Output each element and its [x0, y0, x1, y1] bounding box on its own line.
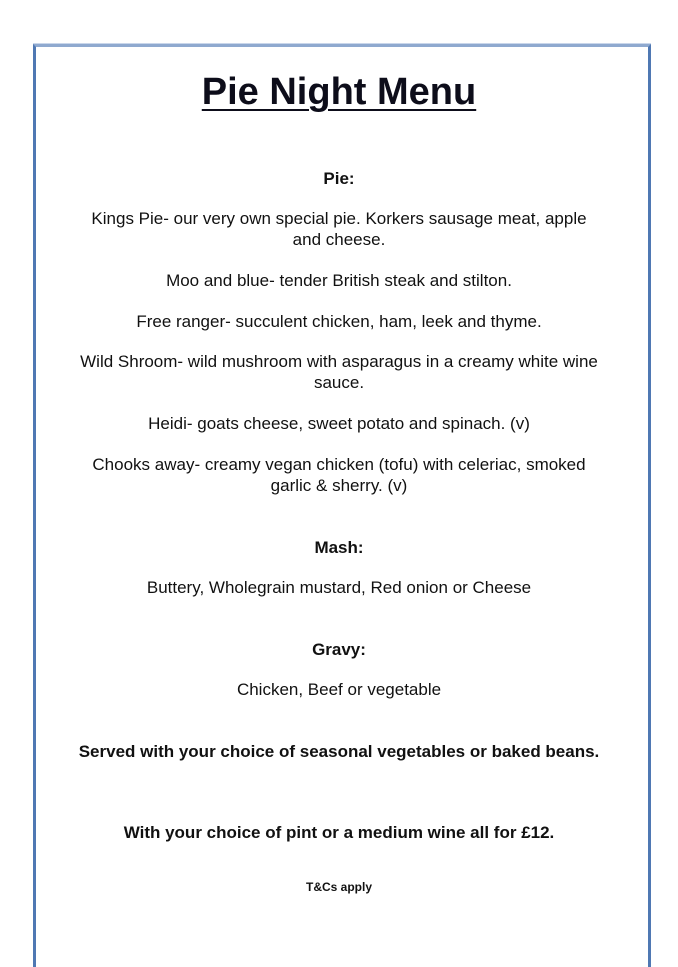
- page-title: Pie Night Menu: [201, 71, 477, 113]
- pie-item-moo-and-blue: Moo and blue- tender British steak and stilton.: [166, 271, 512, 290]
- pie-item-kings-pie: Kings Pie- our very own special pie. Korkers sausage meat, apple and cheese.: [91, 209, 587, 249]
- pie-item-wild-shroom: Wild Shroom- wild mushroom with asparagus in a creamy white wine sauce.: [80, 352, 598, 392]
- price-offer: With your choice of pint or a medium wine all for £12.: [123, 823, 555, 842]
- terms-note: T&Cs apply: [305, 880, 372, 894]
- pie-heading: Pie:: [323, 169, 355, 188]
- pie-item-heidi: Heidi- goats cheese, sweet potato and spinach. (v): [148, 414, 530, 433]
- mash-heading: Mash:: [314, 538, 364, 557]
- pie-item-chooks-away: Chooks away- creamy vegan chicken (tofu) with celeriac, smoked garlic & sherry. (v): [92, 455, 586, 495]
- mash-options: Buttery, Wholegrain mustard, Red onion or Cheese: [146, 578, 532, 597]
- pie-item-free-ranger: Free ranger- succulent chicken, ham, leek and thyme.: [136, 312, 542, 331]
- served-with-note: Served with your choice of seasonal vegetables or baked beans.: [78, 742, 600, 761]
- gravy-heading: Gravy:: [312, 640, 366, 659]
- gravy-options: Chicken, Beef or vegetable: [236, 680, 442, 699]
